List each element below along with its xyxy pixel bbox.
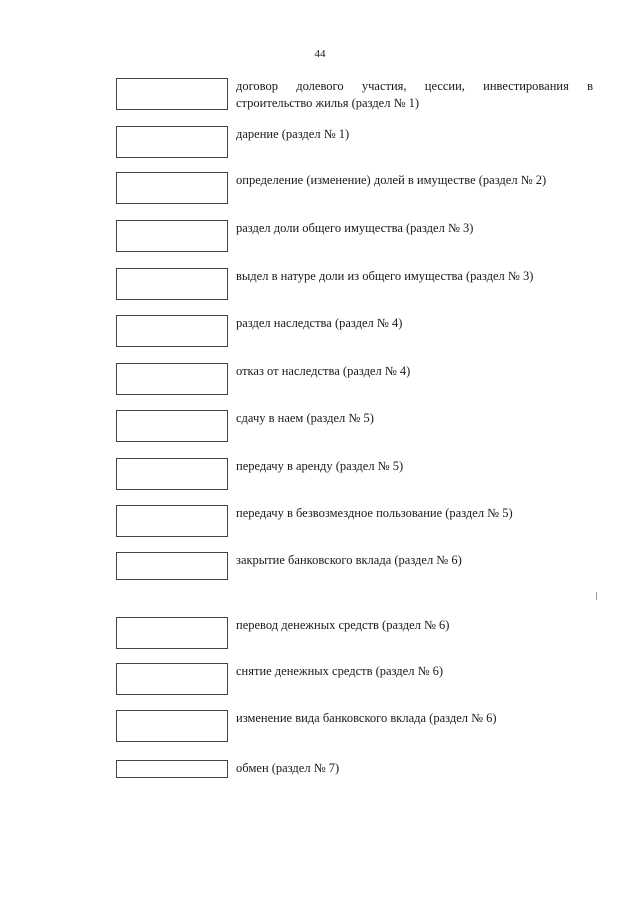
option-label: договор долевого участия, цессии, инвестирования в строительство жилья (раздел № 1) xyxy=(236,79,593,110)
option-label: обмен (раздел № 7) xyxy=(236,761,340,775)
option-label: отказ от наследства (раздел № 4) xyxy=(236,364,411,378)
option-label: закрытие банковского вклада (раздел № 6) xyxy=(236,553,462,567)
option-label: дарение (раздел № 1) xyxy=(236,127,350,141)
page-number: 44 xyxy=(314,48,326,60)
option-label: раздел наследства (раздел № 4) xyxy=(236,316,403,330)
option-label: раздел доли общего имущества (раздел № 3) xyxy=(236,221,474,235)
option-checkbox[interactable] xyxy=(116,617,228,649)
option-checkbox[interactable] xyxy=(116,172,228,204)
option-label: передачу в аренду (раздел № 5) xyxy=(236,459,404,473)
option-label: сдачу в наем (раздел № 5) xyxy=(236,411,374,425)
option-checkbox[interactable] xyxy=(116,126,228,158)
option-checkbox[interactable] xyxy=(116,363,228,395)
option-label: перевод денежных средств (раздел № 6) xyxy=(236,618,450,632)
option-checkbox[interactable] xyxy=(116,760,228,778)
option-label: определение (изменение) долей в имуществе (раздел № 2) xyxy=(236,173,547,187)
option-label: передачу в безвозмездное пользование (раздел № 5) xyxy=(236,506,513,520)
option-checkbox[interactable] xyxy=(116,78,228,110)
option-checkbox[interactable] xyxy=(116,268,228,300)
option-checkbox[interactable] xyxy=(116,663,228,695)
option-label: изменение вида банковского вклада (раздел № 6) xyxy=(236,711,497,725)
scan-speck xyxy=(596,592,597,600)
option-label: снятие денежных средств (раздел № 6) xyxy=(236,664,444,678)
option-checkbox[interactable] xyxy=(116,410,228,442)
option-checkbox[interactable] xyxy=(116,315,228,347)
option-checkbox[interactable] xyxy=(116,505,228,537)
option-checkbox[interactable] xyxy=(116,710,228,742)
option-checkbox[interactable] xyxy=(116,458,228,490)
option-label: выдел в натуре доли из общего имущества (раздел № 3) xyxy=(236,269,534,283)
option-checkbox[interactable] xyxy=(116,552,228,580)
option-checkbox[interactable] xyxy=(116,220,228,252)
